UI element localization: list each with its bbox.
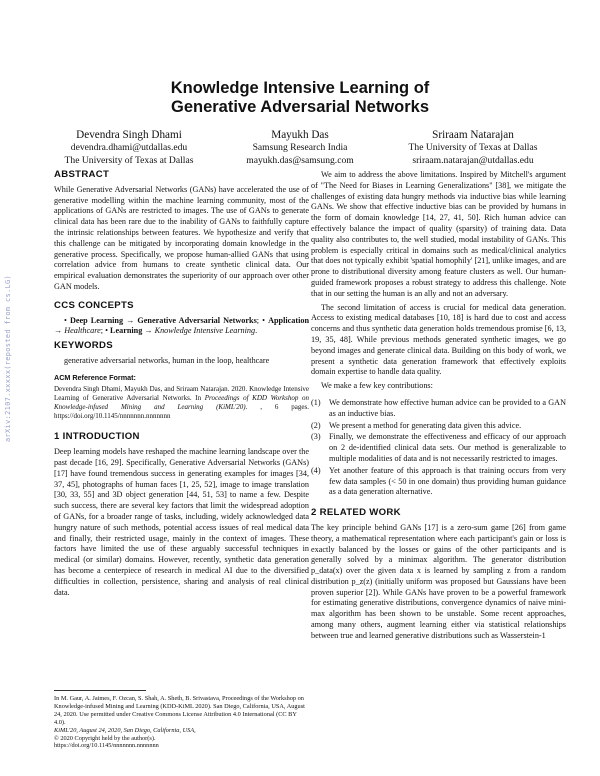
ccs-item-learning: Learning [110,326,143,336]
related-work-heading: 2 RELATED WORK [311,507,401,519]
list-text: We demonstrate how effective human advice can be provided to a GAN as an inductive bias. [329,397,566,418]
keywords-text: generative adversarial networks, human in the loop, healthcare [64,355,270,365]
ccs-arrow: → [54,326,63,336]
introduction-heading: 1 INTRODUCTION [54,431,140,443]
right-paragraph-1: We aim to address the above limitations. Inspired by Mitchell's argument of "The Need for Biases in Learning Generalizations" [38], we mitigate the challenges of existing data hungry methods via inductive bias while learning GANs. We show that effective inductive bias can be provided by humans in the form of domain knowledge [14, 27, 41, 50]. Rich human advice can effectively balance the impact of quality (sparsity) of training data. Data quality also contributes to, the well studied, modal instability of GANs. This problem is especially critical in domains such as medical/clinical analytics that does not typically exhibit 'spatial homophily' [21], unlike images, and are prone to distributional diversity among feature clusters as well. Our human-guided framework proposes a robust strategy to address this challenge. Note that in our setting the human is an ally and not an adversary. [311,170,566,298]
author-affiliation: Samsung Research India [252,142,348,153]
list-number: (2) [311,420,321,430]
acm-ref-text [54,385,309,422]
ccs-heading: CCS CONCEPTS [54,299,134,311]
ccs-bullet: • [105,326,108,336]
acm-ref-heading: ACM Reference Format: [54,372,136,382]
list-number: (3) [311,432,321,442]
related-work-text: The key principle behind GANs [17] is a zero-sum game [26] from game theory, a mathematical representation where each participant's gain or loss is exactly balanced by the losses or gains of the other participants and is generally solved by a minimax algorithm. The generator distribution p_data(x) over the given data x is learned by sampling z from a random distribution p_z(z) (initially uniform was proposed but Gaussians have been proven superior [2]). While GANs have proven to be a powerful framework for estimating generative distributions, convergence dynamics of naive mini-max algorithm has been shown to be unstable. Some recent approaches, among many others, augment learning either via statistical relationships between true and learned generative distributions such as Wasserstein-1 [311,522,566,640]
list-item [311,466,566,498]
ccs-item-healthcare: Healthcare [64,326,101,336]
acm-ref-part-a: Devendra Singh Dhami, Mayukh Das, and Sriraam Natarajan. 2020. Knowledge Intensive Learning of Generative Adversarial Networks. In [54,384,309,402]
acm-ref-proceedings: Proceedings of KDD Workshop on Knowledge-infused Mining and Learning (KiML'20). [54,393,309,411]
abstract-heading: ABSTRACT [54,169,110,180]
list-item [311,432,566,464]
footnote-rule [54,690,146,691]
title-line-1: Knowledge Intensive Learning of [170,79,430,97]
right-paragraph-2: The second limitation of access is crucial for medical data generation. Access to existing medical databases [10, 18] is hard due to cost and access concerns and thus synthetic data generation holds tremendous promise [6, 13, 19, 35, 48]. While previous methods generated synthetic images, we go beyond images and generate clinical data. Building on this body of work, we present a synthetic data generation framework that effectively exploits domain expertise to handle data quality. [311,302,566,377]
list-text: Yet another feature of this approach is that training occurs from very few data samples (< 50 in one domain) thus providing human guidance as a data generation alternative. [329,465,566,497]
paper-title [0,79,600,117]
keywords-heading: KEYWORDS [54,340,113,352]
author-name: Sriraam Natarajan [432,129,514,141]
list-number: (4) [311,465,321,475]
ccs-end: . [255,326,258,336]
author-name: Devendra Singh Dhami [76,129,182,141]
footnote-copyright: © 2020 Copyright held by the author(s). [54,734,156,742]
ccs-item-application: Application [268,315,310,325]
ccs-arrow: → [144,326,153,336]
author-affiliation: The University of Texas at Dallas [64,154,194,166]
introduction-text: Deep learning models have reshaped the machine learning landscape over the past decade [16, 29]. Specifically, Generative Adversarial Networks (GANs) [17] have found tremendous success in generating examples for images [34, 37, 45], photographs of human faces [1, 25, 52], image to image translation [30, 33, 55] and 3D object generation [44, 51, 53] to name a few. Despite such success, there are several key factors that limit the widespread adoption of GANs, for a broader range of tasks, including, widely acknowledged data hungry nature of such methods, potential access issues of real medical data and finally, their restricted usage, mainly in the context of images. These factors have limited the use of these arguably successful techniques in medical (or similar) domains. However, recently, synthetic data generation has become a centerpiece of research in medical AI due to the diversified difficulties in collection, persistence, sharing and analysis of real clinical data. [54,447,309,597]
ccs-sep: ; [256,315,260,325]
ccs-bullet: • [262,315,266,325]
list-item [311,398,566,420]
list-text: Finally, we demonstrate the effectiveness and efficacy of our approach on 2 de-identified clinical data sets. Our method is generalizable to multiple modalities of data and is not necessarily restricted to images. [329,432,566,463]
title-line-2: Generative Adversarial Networks [170,98,429,116]
abstract-text: While Generative Adversarial Networks (GANs) have accelerated the use of generative modelling within the machine learning community, most of the applications of GANs are restricted to images. The use of GANs to generate clinical data has been rare due to the inability of GANs to faithfully capture the intrinsic relationships between features. We hypothesize and verify that this challenge can be mitigated by incorporating domain knowledge in the generative process. Specifically, we propose human-allied GANs that using correlation advice from humans to create synthetic clinical data. Our empirical evaluation demonstrates the superiority of our approach over other GAN models. [54,184,309,291]
author-email: sriraam.natarajan@utdallas.edu [412,154,534,166]
ccs-arrow: → [126,315,135,325]
footnote [54,690,309,750]
right-column [311,170,566,642]
list-item [311,421,566,432]
right-paragraph-3: We make a few key contributions: [321,381,433,391]
footnote-workshop: In M. Gaur, A. Jaimes, F. Ozcan, S. Shah, A. Sheth, B. Srivastava, Proceedings of the Workshop on Knowledge-infused Mining and Learning (KDD-KiML 2020). San Diego, California, USA, August 24, 2020. Use permitted under Creative Commons License Attribution 4.0 International (CC BY 4.0). [54,695,305,726]
arxiv-side-identifier [4,274,18,443]
left-column [54,170,309,598]
footnote-venue: KiML'20, August 24, 2020, San Diego, California, USA, [54,726,196,734]
ccs-bullet: • [64,315,67,325]
arxiv-id-text: arXiv:2107.xxxxx(reposted from cs.LG) [4,274,12,442]
author-name: Mayukh Das [271,129,329,141]
author-block-2 [210,128,390,167]
author-block-3 [383,128,563,167]
ccs-item-gan: Generative Adversarial Networks [137,315,257,325]
author-block-1 [39,128,219,167]
author-affiliation: The University of Texas at Dallas [408,142,538,153]
contributions-list [311,398,566,498]
ccs-item-kil: Knowledge Intensive Learning [154,326,256,336]
acm-ref-part-c: , 6 pages. https://doi.org/10.1145/nnnnnnn.nnnnnnn [54,402,309,421]
list-text: We present a method for generating data given this advice. [329,420,522,430]
author-email: devendra.dhami@utdallas.edu [70,142,188,153]
ccs-item-deep-learning: Deep Learning [69,315,124,325]
list-number: (1) [311,397,321,407]
ccs-concepts [54,316,309,338]
author-email: mayukh.das@samsung.com [246,154,354,166]
footnote-doi: https://doi.org/10.1145/nnnnnnn.nnnnnnn [54,742,159,750]
ccs-sep: ; [100,326,104,336]
